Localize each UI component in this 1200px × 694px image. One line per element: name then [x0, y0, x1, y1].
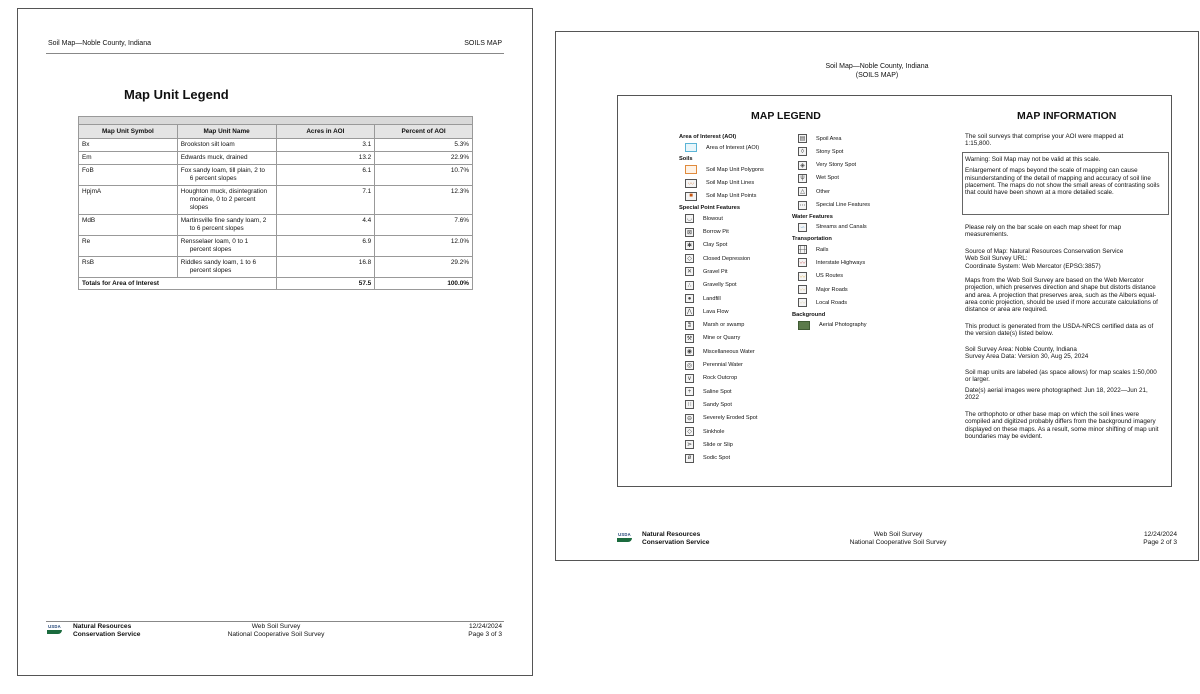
- map-unit-name-line: Edwards muck, drained: [180, 154, 248, 161]
- map-unit-symbol: FoB: [79, 165, 178, 186]
- table-row: [79, 139, 473, 152]
- stony-spot-icon: ◊: [798, 147, 807, 156]
- legend-item: [685, 179, 754, 188]
- table-row: [79, 236, 473, 257]
- aerial-photo-icon: [798, 321, 810, 330]
- legend-item: [685, 414, 757, 423]
- legend-item-label: Major Roads: [816, 286, 848, 293]
- point-icon: ■: [685, 192, 697, 201]
- acres-in-aoi: 4.4: [276, 215, 375, 236]
- percent-of-aoi: 7.6%: [375, 215, 473, 236]
- polygon-icon: [685, 165, 697, 174]
- map-unit-name: [177, 236, 276, 257]
- us-routes-icon: 〰: [798, 272, 807, 281]
- footer-date-page: 12/24/2024 Page 2 of 3: [1143, 531, 1177, 546]
- info-paragraph: Source of Map: Natural Resources Conservation Service Web Soil Survey URL: Coordinate System: Web Mercator (EPSG:3857): [965, 248, 1124, 270]
- interstate-icon: 〰: [798, 258, 807, 267]
- map-unit-name: [177, 152, 276, 165]
- legend-item: [798, 298, 847, 307]
- percent-of-aoi: 10.7%: [375, 165, 473, 186]
- totals-acres: 57.5: [276, 278, 375, 290]
- legend-item-label: Landfill: [703, 295, 721, 302]
- legend-item: [798, 223, 867, 232]
- map-unit-symbol: Em: [79, 152, 178, 165]
- map-unit-symbol: HpjmA: [79, 186, 178, 215]
- legend-item: [685, 347, 755, 356]
- legend-item-label: Saline Spot: [703, 388, 732, 395]
- info-intro: The soil surveys that comprise your AOI were mapped at 1:15,800.: [965, 133, 1124, 148]
- legend-item-label: Local Roads: [816, 299, 848, 306]
- legend-item-label: Blowout: [703, 215, 723, 222]
- scale-warning-text: Warning: Soil Map may not be valid at this scale. Enlargement of maps beyond the scale of mapping can cause misunderstanding of the detail of mapping and accuracy of soil line placement. The maps do not show the small areas of contrasting soils that could have been shown at a more detailed scale.: [965, 156, 1160, 197]
- map-unit-symbol: Re: [79, 236, 178, 257]
- legend-item-label: Wet Spot: [816, 175, 839, 182]
- map-unit-symbol: Bx: [79, 139, 178, 152]
- legend-item: [798, 258, 865, 267]
- legend-item-label: Slide or Slip: [703, 441, 733, 448]
- info-paragraph: Date(s) aerial images were photographed: Jun 18, 2022—Jun 21, 2022: [965, 387, 1148, 402]
- footer-survey-name: Web Soil Survey National Cooperative Soil Survey: [849, 531, 947, 546]
- very-stony-spot-icon: ◈: [798, 161, 807, 170]
- legend-item-label: Borrow Pit: [703, 229, 729, 235]
- map-unit-name-line: Houghton muck, disintegration: [180, 188, 268, 195]
- legend-item: [685, 267, 728, 276]
- legend-item-label: Closed Depression: [703, 255, 751, 262]
- legend-item: [685, 400, 732, 409]
- percent-of-aoi: 12.0%: [375, 236, 473, 257]
- legend-item-label: Miscellaneous Water: [703, 348, 755, 355]
- legend-item-label: Spoil Area: [816, 135, 842, 142]
- info-paragraph: Please rely on the bar scale on each map sheet for map measurements.: [965, 224, 1122, 239]
- map-legend-title: MAP LEGEND: [751, 110, 821, 122]
- map-unit-name-line: slopes: [189, 204, 209, 211]
- legend-item-label: Area of Interest (AOI): [706, 144, 760, 151]
- map-unit-name-line: to 6 percent slopes: [189, 225, 244, 232]
- map-legend-box: [617, 95, 1172, 487]
- table-row: [79, 152, 473, 165]
- legend-item: [685, 254, 750, 263]
- table-row: [79, 186, 473, 215]
- legend-item-label: Sandy Spot: [703, 401, 732, 408]
- legend-item: [798, 321, 867, 330]
- legend-item-label: Lava Flow: [703, 308, 729, 315]
- info-paragraph: Soil Survey Area: Noble County, Indiana Survey Area Data: Version 30, Aug 25, 2024: [965, 346, 1089, 361]
- map-unit-name: [177, 165, 276, 186]
- map-unit-name-line: percent slopes: [189, 267, 232, 274]
- map-unit-name-line: 6 percent slopes: [189, 175, 237, 182]
- misc-water-icon: ◉: [686, 349, 693, 356]
- legend-item: [798, 174, 839, 183]
- map-unit-name: [177, 215, 276, 236]
- legend-item-label: Rock Outcrop: [703, 375, 738, 382]
- saline-spot-icon: +: [685, 387, 694, 396]
- blowout-icon: ◡: [686, 216, 693, 223]
- document-page-2: [555, 31, 1199, 561]
- legend-section-heading: Soils: [679, 156, 693, 163]
- table-header-row: [79, 125, 473, 139]
- percent-of-aoi: 29.2%: [375, 257, 473, 278]
- map-information-title: MAP INFORMATION: [1017, 110, 1117, 122]
- info-paragraph: The orthophoto or other base map on which the soil lines were compiled and digitized probably differs from the background imagery displayed on these maps. As a result, some minor shifting of map unit boundaries may be evident.: [965, 411, 1159, 440]
- special-line-icon: ⋯: [799, 202, 806, 209]
- agency-name: Natural Resources Conservation Service: [73, 623, 141, 638]
- marsh-icon: ⩰: [685, 321, 694, 330]
- legend-section-heading: Special Point Features: [679, 205, 741, 212]
- legend-item: [685, 143, 759, 152]
- legend-item: [685, 334, 740, 343]
- map-unit-name-line: Fox sandy loam, till plain, 2 to: [180, 167, 265, 174]
- map-unit-name-line: Rensselaer loam, 0 to 1: [180, 238, 249, 245]
- legend-item-label: Interstate Highways: [816, 259, 866, 266]
- legend-item-label: Gravel Pit: [703, 268, 728, 275]
- legend-item: [685, 281, 737, 290]
- footer-date-page: 12/24/2024 Page 3 of 3: [468, 623, 502, 638]
- map-unit-name: [177, 257, 276, 278]
- gravelly-spot-icon: ∴: [685, 281, 694, 290]
- legend-item-label: Special Line Features: [816, 202, 871, 208]
- percent-of-aoi: 12.3%: [375, 186, 473, 215]
- rock-outcrop-icon: ∨: [685, 374, 694, 383]
- wet-spot-icon: ψ: [798, 174, 807, 183]
- legend-item-label: Soil Map Unit Polygons: [706, 166, 764, 173]
- footer-divider: [46, 621, 504, 622]
- legend-item-label: Sodic Spot: [703, 455, 731, 462]
- table-row: [79, 257, 473, 278]
- line-icon: 〰: [685, 179, 697, 188]
- mine-icon: ⚒: [686, 335, 693, 342]
- column-header: Map Unit Symbol: [79, 125, 178, 139]
- local-roads-icon: 〰: [798, 298, 807, 307]
- legend-item: [685, 228, 729, 237]
- other-icon: △: [798, 187, 807, 196]
- slide-icon: ⋗: [686, 442, 693, 449]
- legend-item: [685, 214, 723, 223]
- legend-item-label: Very Stony Spot: [816, 162, 857, 169]
- legend-item: [685, 241, 727, 250]
- acres-in-aoi: 13.2: [276, 152, 375, 165]
- acres-in-aoi: 3.1: [276, 139, 375, 152]
- legend-item-label: Clay Spot: [703, 242, 728, 249]
- major-roads-icon: 〰: [798, 285, 807, 294]
- acres-in-aoi: 16.8: [276, 257, 375, 278]
- info-paragraph: This product is generated from the USDA-NRCS certified data as of the version date(s) listed below.: [965, 323, 1154, 338]
- usda-logo: USDA: [47, 624, 62, 635]
- rails-icon: ┼┼: [798, 246, 807, 253]
- map-unit-name: [177, 186, 276, 215]
- legend-section-heading: Background: [792, 311, 826, 318]
- percent-of-aoi: 5.3%: [375, 139, 473, 152]
- closed-depression-icon: ◇: [685, 254, 694, 263]
- legend-item: [798, 285, 848, 294]
- gravel-pit-icon: ✕: [686, 269, 693, 276]
- borrow-pit-icon: ⊠: [686, 229, 693, 236]
- legend-item: [685, 427, 724, 436]
- sinkhole-icon: ◇: [685, 427, 694, 436]
- percent-of-aoi: 22.9%: [375, 152, 473, 165]
- legend-item: [798, 147, 843, 156]
- legend-item-label: Perennial Water: [703, 362, 743, 368]
- totals-label: Totals for Area of Interest: [79, 278, 277, 290]
- column-header: Percent of AOI: [375, 125, 473, 139]
- legend-item: [685, 321, 744, 330]
- header-divider: [46, 53, 504, 54]
- legend-item-label: Soil Map Unit Points: [706, 193, 757, 200]
- sodic-spot-icon: ø: [685, 454, 694, 463]
- acres-in-aoi: 7.1: [276, 186, 375, 215]
- document-page-3: [17, 8, 533, 676]
- table-row: [79, 215, 473, 236]
- legend-item-label: US Routes: [816, 273, 844, 280]
- legend-item: [685, 294, 721, 303]
- map-unit-name-line: Riddles sandy loam, 1 to 6: [180, 259, 257, 266]
- legend-item-label: Mine or Quarry: [703, 335, 741, 342]
- legend-section-heading: Water Features: [792, 213, 833, 220]
- table-row: [79, 165, 473, 186]
- legend-item-label: Gravelly Spot: [703, 282, 737, 289]
- info-paragraph: Maps from the Web Soil Survey are based on the Web Mercator projection, which preserves direction and shape but distorts distance and area. A projection that preserves area, such as the Albers equal-area conic projection, should be used if more accurate calculations of distance or area are required.: [965, 277, 1158, 314]
- legend-item-label: Sinkhole: [703, 428, 725, 435]
- stream-icon: ∽: [799, 224, 806, 231]
- column-header: Map Unit Name: [177, 125, 276, 139]
- legend-item: [685, 307, 729, 316]
- map-unit-name-line: Martinsville fine sandy loam, 2: [180, 217, 267, 224]
- page-header-title: Soil Map—Noble County, Indiana: [48, 40, 151, 47]
- map-unit-symbol: MdB: [79, 215, 178, 236]
- sandy-spot-icon: ∷: [685, 400, 694, 409]
- map-unit-symbol: RsB: [79, 257, 178, 278]
- map-unit-name-line: Brookston silt loam: [180, 141, 235, 148]
- legend-item-label: Rails: [816, 246, 829, 253]
- legend-item-label: Marsh or swamp: [703, 322, 745, 329]
- legend-item: [685, 361, 743, 370]
- map-unit-legend-table: [78, 116, 473, 290]
- footer-survey-name: Web Soil Survey National Cooperative Soil Survey: [227, 623, 325, 638]
- legend-item: [685, 440, 733, 449]
- legend-item-label: Stony Spot: [816, 148, 844, 155]
- table-title-bar: [79, 117, 473, 125]
- column-header: Acres in AOI: [276, 125, 375, 139]
- acres-in-aoi: 6.9: [276, 236, 375, 257]
- legend-item: [798, 161, 856, 170]
- landfill-icon: ●: [685, 294, 694, 303]
- page-title: Map Unit Legend: [124, 87, 229, 102]
- legend-item-label: Streams and Canals: [816, 224, 867, 231]
- legend-item: [685, 454, 730, 463]
- legend-section-heading: Transportation: [792, 236, 832, 243]
- acres-in-aoi: 6.1: [276, 165, 375, 186]
- legend-item: [685, 192, 756, 201]
- totals-row: [79, 278, 473, 290]
- legend-item: [685, 387, 732, 396]
- legend-item: [798, 201, 870, 210]
- lava-flow-icon: ⋀: [685, 307, 694, 316]
- aoi-box-icon: [685, 143, 697, 152]
- legend-item: [685, 374, 737, 383]
- map-unit-name-line: percent slopes: [189, 246, 232, 253]
- perennial-water-icon: ◎: [686, 362, 693, 369]
- legend-item-label: Soil Map Unit Lines: [706, 180, 755, 187]
- legend-item-label: Severely Eroded Spot: [703, 415, 758, 422]
- legend-item-label: Other: [816, 188, 830, 195]
- agency-name: Natural Resources Conservation Service: [642, 531, 710, 546]
- legend-item: [685, 165, 764, 174]
- page-header: Soil Map—Noble County, Indiana (SOILS MAP): [825, 63, 929, 79]
- clay-spot-icon: ✱: [686, 242, 693, 249]
- map-unit-name-line: moraine, 0 to 2 percent: [189, 196, 256, 203]
- totals-percent: 100.0%: [375, 278, 473, 290]
- legend-item: [798, 245, 828, 254]
- usda-logo: USDA: [617, 532, 632, 543]
- info-paragraph: Soil map units are labeled (as space allows) for map scales 1:50,000 or larger.: [965, 369, 1157, 384]
- page-header-section: SOILS MAP: [464, 40, 502, 47]
- spoil-area-icon: ▤: [799, 136, 806, 142]
- map-unit-name: [177, 139, 276, 152]
- eroded-spot-icon: ⊖: [686, 415, 693, 422]
- legend-section-heading: Area of Interest (AOI): [679, 134, 737, 140]
- legend-item: [798, 187, 830, 196]
- legend-item: [798, 134, 842, 143]
- legend-item-label: Aerial Photography: [819, 322, 867, 329]
- legend-item: [798, 272, 843, 281]
